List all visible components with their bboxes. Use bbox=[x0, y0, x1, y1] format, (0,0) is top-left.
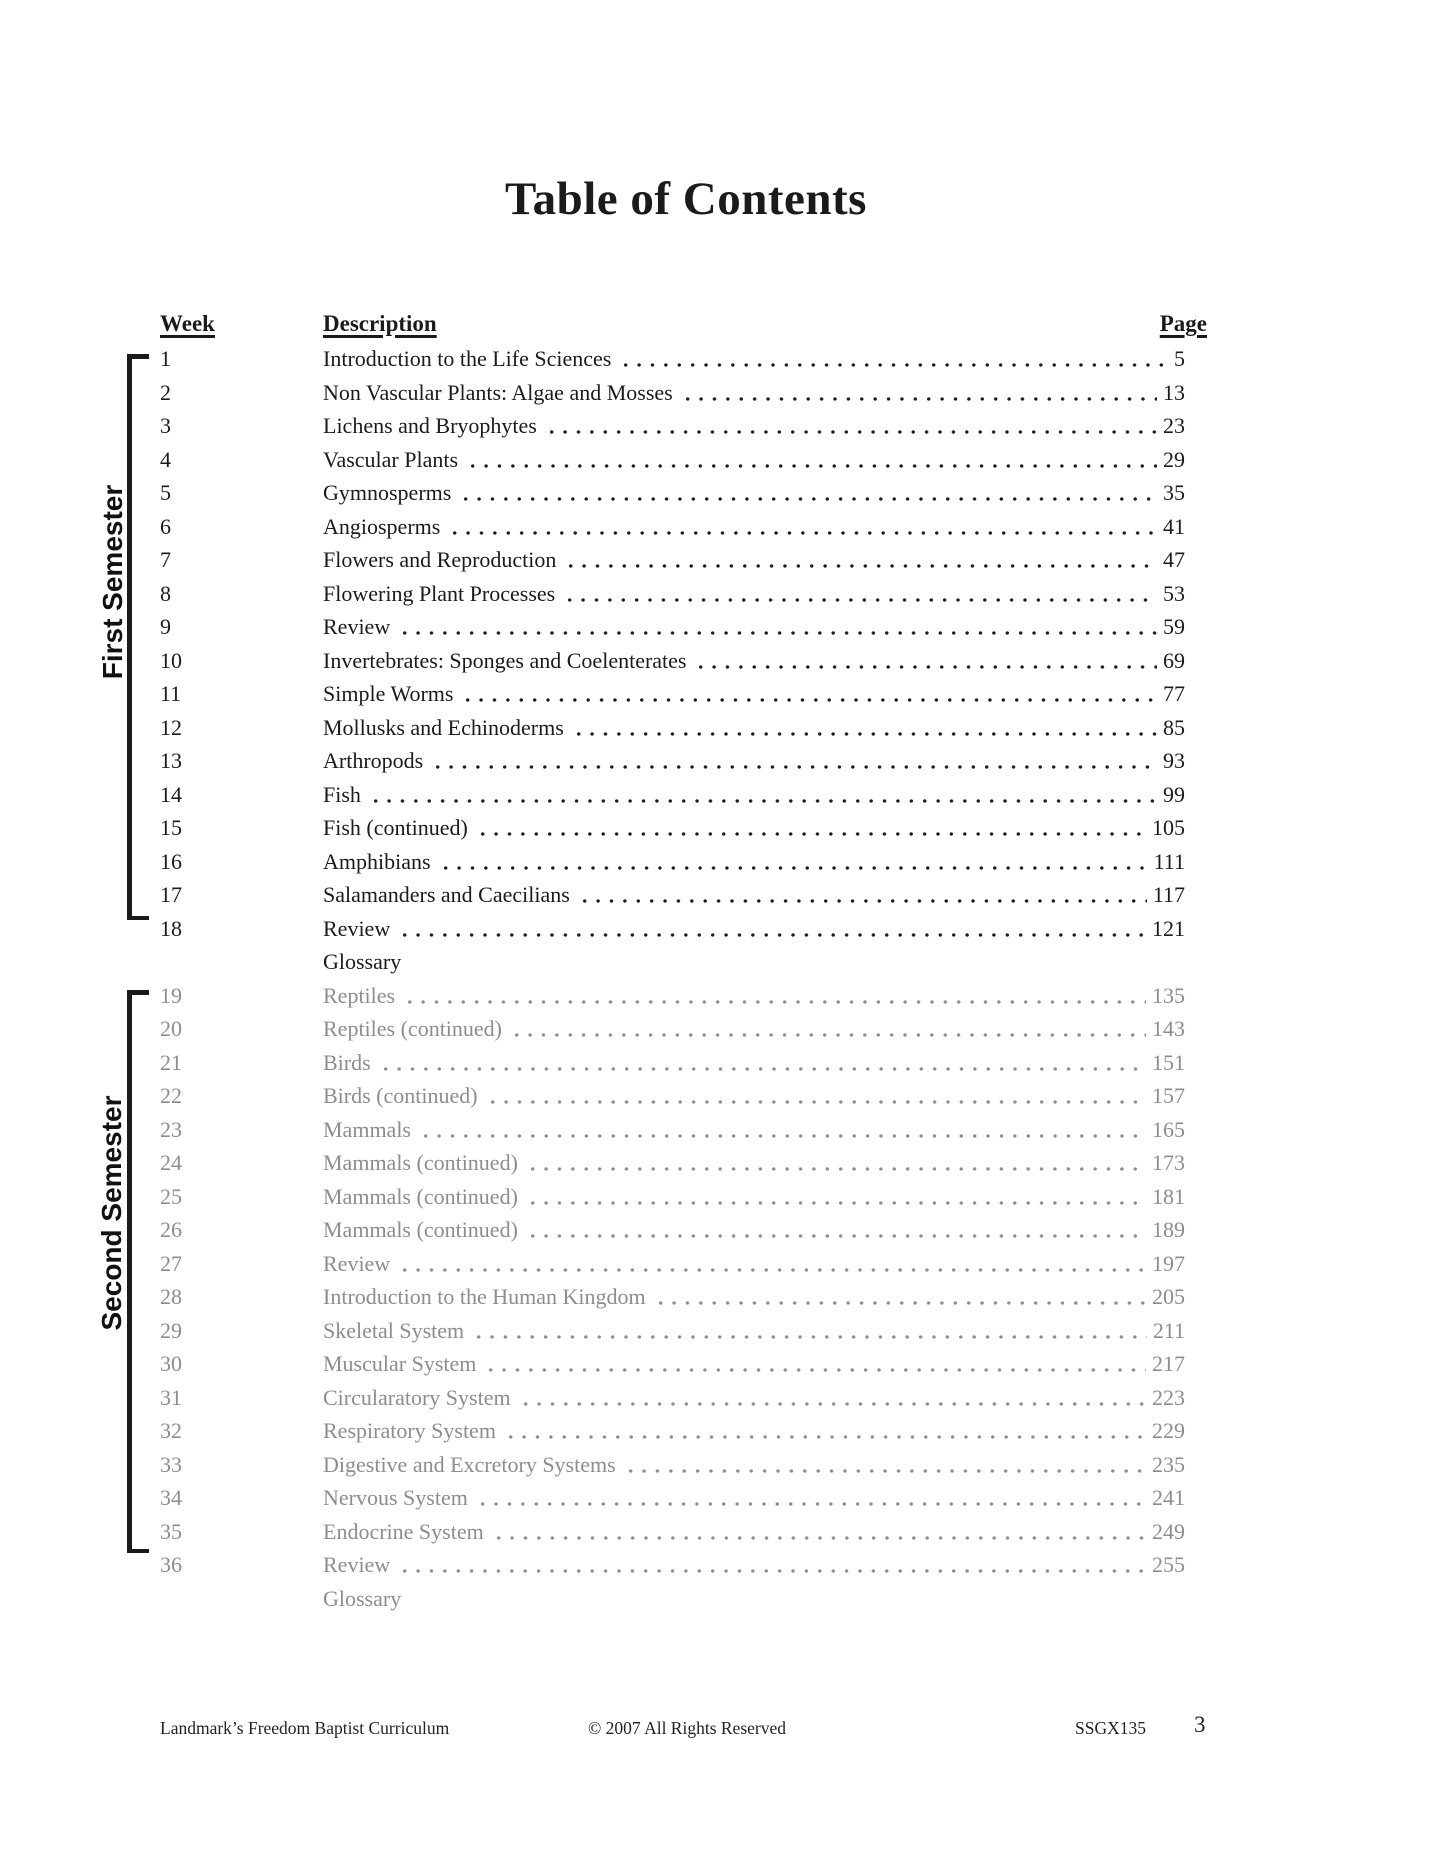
toc-row bbox=[160, 1180, 1185, 1214]
row-description: Gymnosperms bbox=[323, 480, 452, 505]
week-number: 8 bbox=[160, 580, 171, 606]
toc-row bbox=[160, 677, 1185, 711]
row-description: Fish bbox=[323, 781, 361, 807]
row-description: Vascular Plants bbox=[323, 446, 459, 472]
week-number: 32 bbox=[160, 1418, 182, 1443]
dot-leader bbox=[416, 1113, 1146, 1147]
page-number: 117 bbox=[1152, 882, 1185, 907]
glossary-label: Glossary bbox=[323, 1585, 402, 1611]
page-number: 41 bbox=[1163, 513, 1185, 539]
dot-leader bbox=[395, 1548, 1146, 1582]
page-number: 151 bbox=[1152, 1049, 1185, 1075]
footer-page-number: 3 bbox=[1194, 1712, 1206, 1737]
footer-curriculum-name: Landmark’s Freedom Baptist Curriculum bbox=[160, 1718, 450, 1738]
second-semester-label: Second Semester bbox=[96, 1095, 127, 1331]
toc-row bbox=[160, 409, 1185, 443]
dot-leader bbox=[445, 510, 1157, 544]
dot-leader bbox=[516, 1381, 1146, 1415]
column-header-week: Week bbox=[160, 311, 215, 336]
second-semester-bracket-bottom-tick bbox=[127, 1549, 149, 1554]
row-description: Mammals (continued) bbox=[323, 1217, 518, 1242]
week-number: 3 bbox=[160, 413, 171, 438]
page-number: 85 bbox=[1163, 714, 1185, 740]
page-number: 59 bbox=[1163, 614, 1185, 639]
row-description: Review bbox=[323, 1552, 391, 1577]
week-number: 16 bbox=[160, 848, 182, 874]
toc-row bbox=[160, 610, 1185, 644]
toc-row bbox=[160, 543, 1185, 577]
week-number: 15 bbox=[160, 815, 182, 840]
toc-row bbox=[160, 744, 1185, 778]
row-description: Mammals bbox=[323, 1116, 411, 1142]
row-description: Angiosperms bbox=[323, 513, 441, 539]
second-semester-bracket-top-tick bbox=[127, 990, 149, 995]
week-number: 26 bbox=[160, 1217, 182, 1242]
page-number: 5 bbox=[1174, 346, 1185, 371]
row-description: Circularatory System bbox=[323, 1384, 511, 1410]
row-description: Lichens and Bryophytes bbox=[323, 413, 537, 438]
dot-leader bbox=[395, 1247, 1146, 1281]
week-number: 20 bbox=[160, 1016, 182, 1041]
toc-row bbox=[160, 778, 1185, 812]
row-description: Mollusks and Echinoderms bbox=[323, 714, 564, 740]
toc-row bbox=[160, 1213, 1185, 1247]
page-number: 77 bbox=[1163, 681, 1185, 706]
glossary-label: Glossary bbox=[323, 949, 402, 974]
week-number: 22 bbox=[160, 1083, 182, 1108]
row-description: Arthropods bbox=[323, 748, 424, 773]
week-number: 17 bbox=[160, 882, 182, 907]
toc-table bbox=[160, 306, 1207, 1615]
toc-row bbox=[160, 1146, 1185, 1180]
footer-product-code: SSGX135 bbox=[1075, 1718, 1146, 1738]
page-number: 173 bbox=[1152, 1150, 1185, 1175]
dot-leader bbox=[651, 1280, 1146, 1314]
week-number bbox=[160, 1582, 323, 1616]
dot-leader bbox=[469, 1314, 1147, 1348]
dot-leader bbox=[400, 979, 1146, 1013]
dot-leader bbox=[395, 610, 1157, 644]
dot-leader bbox=[481, 1347, 1146, 1381]
week-number: 2 bbox=[160, 379, 171, 405]
page-number: 135 bbox=[1152, 982, 1185, 1008]
row-description: Fish (continued) bbox=[323, 815, 468, 840]
toc-row bbox=[160, 1381, 1185, 1415]
page-number: 13 bbox=[1163, 379, 1185, 405]
dot-leader bbox=[473, 1481, 1146, 1515]
toc-row bbox=[160, 577, 1185, 611]
page-number: 111 bbox=[1153, 848, 1185, 874]
dot-leader bbox=[458, 677, 1157, 711]
page-number: 69 bbox=[1163, 647, 1185, 673]
page-number: 53 bbox=[1163, 580, 1185, 606]
week-number: 28 bbox=[160, 1284, 182, 1309]
dot-leader bbox=[483, 1079, 1146, 1113]
dot-leader bbox=[436, 845, 1148, 879]
toc-row bbox=[160, 811, 1185, 845]
week-number: 31 bbox=[160, 1384, 182, 1410]
week-number: 11 bbox=[160, 681, 182, 706]
dot-leader bbox=[376, 1046, 1146, 1080]
toc-row bbox=[160, 1113, 1185, 1147]
toc-row bbox=[160, 1046, 1185, 1080]
dot-leader bbox=[678, 376, 1157, 410]
dot-leader bbox=[616, 342, 1168, 376]
dot-leader bbox=[507, 1012, 1146, 1046]
row-description: Introduction to the Life Sciences bbox=[323, 346, 612, 371]
week-number: 7 bbox=[160, 547, 171, 572]
page-number: 197 bbox=[1152, 1250, 1185, 1276]
page-number: 255 bbox=[1152, 1552, 1185, 1577]
row-description: Review bbox=[323, 915, 391, 941]
dot-leader bbox=[542, 409, 1157, 443]
week-number: 13 bbox=[160, 748, 182, 773]
page-number: 121 bbox=[1152, 915, 1185, 941]
row-description: Skeletal System bbox=[323, 1317, 465, 1343]
dot-leader bbox=[523, 1213, 1146, 1247]
page-number: 249 bbox=[1152, 1518, 1185, 1544]
row-description: Mammals (continued) bbox=[323, 1183, 518, 1209]
week-number: 33 bbox=[160, 1451, 182, 1477]
page-number: 99 bbox=[1163, 781, 1185, 807]
first-semester-bracket-top-tick bbox=[127, 354, 149, 359]
week-number: 29 bbox=[160, 1317, 182, 1343]
week-number: 5 bbox=[160, 480, 171, 505]
row-description: Muscular System bbox=[323, 1351, 477, 1376]
row-description: Reptiles (continued) bbox=[323, 1016, 503, 1041]
toc-row bbox=[160, 1280, 1185, 1314]
glossary-row bbox=[160, 1582, 1185, 1616]
week-number: 9 bbox=[160, 614, 171, 639]
page-number: 241 bbox=[1152, 1485, 1185, 1510]
dot-leader bbox=[501, 1414, 1146, 1448]
toc-row bbox=[160, 1414, 1185, 1448]
toc-row bbox=[160, 1079, 1185, 1113]
page-number: 223 bbox=[1152, 1384, 1185, 1410]
page-number: 229 bbox=[1152, 1418, 1185, 1443]
dot-leader bbox=[621, 1448, 1146, 1482]
week-number: 21 bbox=[160, 1049, 182, 1075]
toc-row bbox=[160, 1314, 1185, 1348]
toc-row bbox=[160, 1515, 1185, 1549]
dot-leader bbox=[463, 443, 1157, 477]
first-semester-bracket-bottom-tick bbox=[127, 916, 149, 921]
week-number: 25 bbox=[160, 1183, 182, 1209]
toc-row bbox=[160, 476, 1185, 510]
page-number: 35 bbox=[1163, 480, 1185, 505]
page-number: 29 bbox=[1163, 446, 1185, 472]
dot-leader bbox=[523, 1180, 1146, 1214]
toc-row bbox=[160, 342, 1185, 376]
toc-row bbox=[160, 1347, 1185, 1381]
row-description: Review bbox=[323, 1250, 391, 1276]
dot-leader bbox=[569, 711, 1157, 745]
row-description: Respiratory System bbox=[323, 1418, 496, 1443]
page-number: 181 bbox=[1152, 1183, 1185, 1209]
toc-row bbox=[160, 878, 1185, 912]
row-description: Birds (continued) bbox=[323, 1083, 478, 1108]
page-number: 23 bbox=[1163, 413, 1185, 438]
toc-row bbox=[160, 845, 1185, 879]
column-header-page: Page bbox=[1159, 311, 1207, 336]
toc-row bbox=[160, 1247, 1185, 1281]
dot-leader bbox=[456, 476, 1157, 510]
toc-row bbox=[160, 711, 1185, 745]
page-number: 93 bbox=[1163, 748, 1185, 773]
week-number bbox=[160, 945, 323, 979]
footer-copyright: © 2007 All Rights Reserved bbox=[587, 1718, 786, 1738]
toc-row bbox=[160, 912, 1185, 946]
dot-leader bbox=[691, 644, 1157, 678]
row-description: Amphibians bbox=[323, 848, 431, 874]
toc-row bbox=[160, 1548, 1185, 1582]
toc-row bbox=[160, 644, 1185, 678]
row-description: Endocrine System bbox=[323, 1518, 484, 1544]
row-description: Birds bbox=[323, 1049, 371, 1075]
toc-row bbox=[160, 1012, 1185, 1046]
week-number: 4 bbox=[160, 446, 171, 472]
page-number: 205 bbox=[1152, 1284, 1185, 1309]
row-description: Salamanders and Caecilians bbox=[323, 882, 570, 907]
week-number: 27 bbox=[160, 1250, 182, 1276]
page-number: 211 bbox=[1152, 1317, 1185, 1343]
week-number: 12 bbox=[160, 714, 182, 740]
column-header-description: Description bbox=[323, 311, 437, 336]
row-description: Non Vascular Plants: Algae and Mosses bbox=[323, 379, 673, 405]
dot-leader bbox=[395, 912, 1146, 946]
row-description: Flowers and Reproduction bbox=[323, 547, 557, 572]
week-number: 6 bbox=[160, 513, 171, 539]
week-number: 30 bbox=[160, 1351, 182, 1376]
page-number: 157 bbox=[1152, 1083, 1185, 1108]
week-number: 18 bbox=[160, 915, 182, 941]
week-number: 35 bbox=[160, 1518, 182, 1544]
toc-row bbox=[160, 376, 1185, 410]
row-description: Reptiles bbox=[323, 982, 396, 1008]
page-number: 47 bbox=[1163, 547, 1185, 572]
week-number: 34 bbox=[160, 1485, 182, 1510]
toc-row bbox=[160, 510, 1185, 544]
week-number: 19 bbox=[160, 982, 182, 1008]
dot-leader bbox=[575, 878, 1147, 912]
page-number: 189 bbox=[1152, 1217, 1185, 1242]
toc-row bbox=[160, 1448, 1185, 1482]
row-description: Flowering Plant Processes bbox=[323, 580, 556, 606]
week-number: 36 bbox=[160, 1552, 182, 1577]
dot-leader bbox=[366, 778, 1157, 812]
dot-leader bbox=[560, 577, 1157, 611]
toc-row bbox=[160, 443, 1185, 477]
week-number: 14 bbox=[160, 781, 182, 807]
page-number: 217 bbox=[1152, 1351, 1185, 1376]
row-description: Introduction to the Human Kingdom bbox=[323, 1284, 646, 1309]
dot-leader bbox=[428, 744, 1157, 778]
toc-row bbox=[160, 979, 1185, 1013]
dot-leader bbox=[523, 1146, 1146, 1180]
glossary-row bbox=[160, 945, 1185, 979]
week-number: 10 bbox=[160, 647, 182, 673]
page-number: 143 bbox=[1152, 1016, 1185, 1041]
row-description: Mammals (continued) bbox=[323, 1150, 518, 1175]
row-description: Review bbox=[323, 614, 391, 639]
week-number: 24 bbox=[160, 1150, 182, 1175]
row-description: Simple Worms bbox=[323, 681, 454, 706]
week-number: 23 bbox=[160, 1116, 182, 1142]
toc-rows bbox=[160, 342, 1185, 1615]
page-number: 165 bbox=[1152, 1116, 1185, 1142]
row-description: Digestive and Excretory Systems bbox=[323, 1451, 616, 1477]
dot-leader bbox=[489, 1515, 1146, 1549]
page-number: 105 bbox=[1152, 815, 1185, 840]
row-description: Invertebrates: Sponges and Coelenterates bbox=[323, 647, 687, 673]
toc-header-row bbox=[160, 306, 1207, 342]
dot-leader bbox=[561, 543, 1157, 577]
week-number: 1 bbox=[160, 346, 171, 371]
toc-row bbox=[160, 1481, 1185, 1515]
row-description: Nervous System bbox=[323, 1485, 468, 1510]
page-title: Table of Contents bbox=[505, 173, 867, 225]
page-number: 235 bbox=[1152, 1451, 1185, 1477]
first-semester-label: First Semester bbox=[97, 484, 128, 680]
dot-leader bbox=[473, 811, 1146, 845]
